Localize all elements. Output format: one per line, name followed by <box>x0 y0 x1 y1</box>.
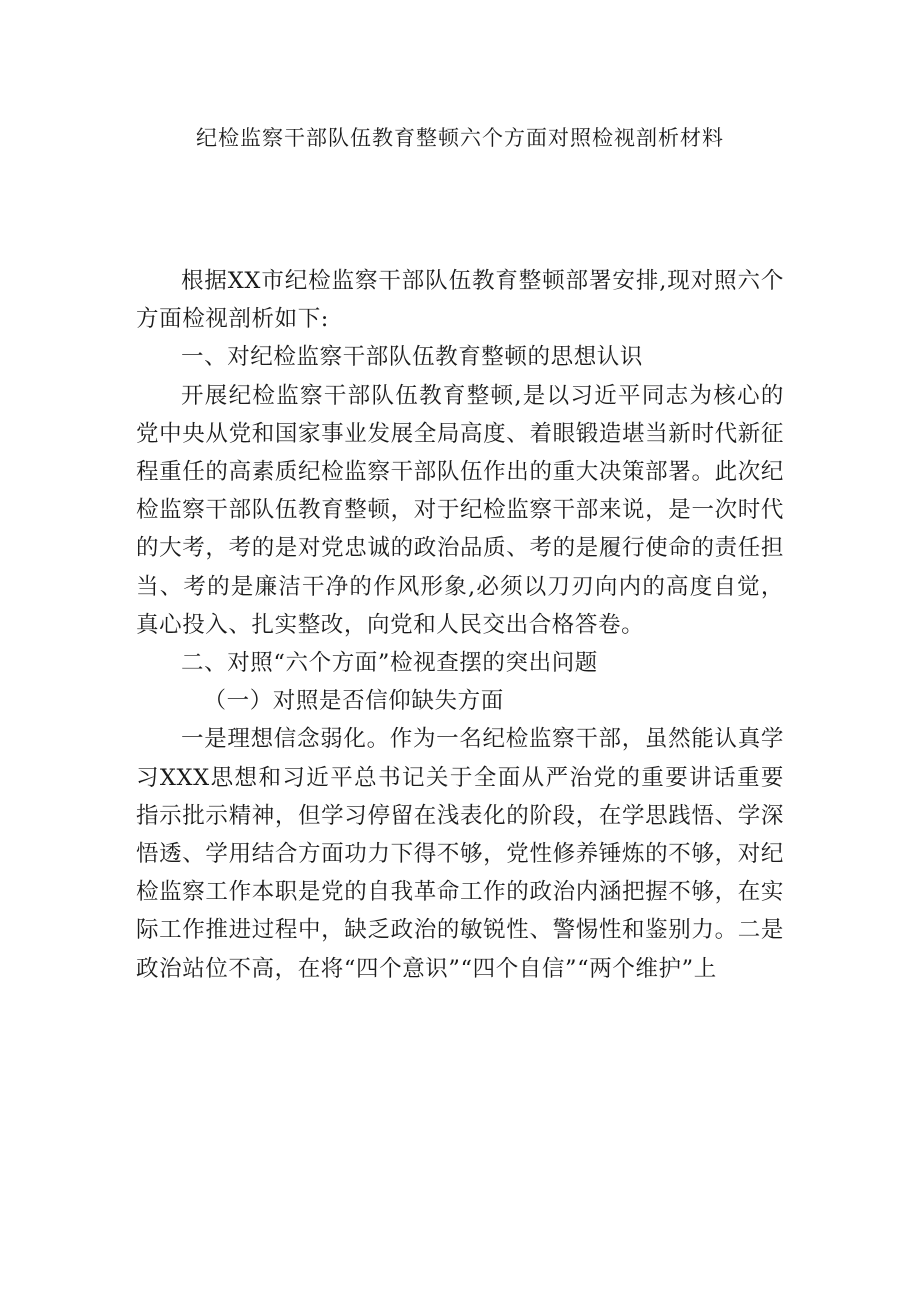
section-heading-2: 二、对照“六个方面”检视查摆的突出问题 <box>181 650 598 677</box>
body-paragraph: 一是理想信念弱化。作为一名纪检监察干部，虽然能认真学习XXX思想和习近平总书记关于全面从严治党的重要讲话重要指示批示精神，但学习停留在浅表化的阶段，在学思践悟、学深悟透、学用结合方面功力下得不够，党性修养锤炼的不够，对纪检监察工作本职是党的自我革命工作的政治内涵把握不够，在实际工作推进过程中，缺乏政治的敏锐性、警惕性和鉴别力。二是政治站位不高，在将“四个意识”“四个自信”“两个维护”上 <box>136 726 784 982</box>
document-body <box>136 262 784 988</box>
subsection-heading-1: （一）对照是否信仰缺失方面 <box>203 688 504 715</box>
document-title: 纪检监察干部队伍教育整顿六个方面对照检视剖析材料 <box>196 126 724 150</box>
section-heading-1: 一、对纪检监察干部队伍教育整顿的思想认识 <box>181 344 644 371</box>
body-paragraph: 开展纪检监察干部队伍教育整顿,是以习近平同志为核心的党中央从党和国家事业发展全局高度、着眼锻造堪当新时代新征程重任的高素质纪检监察干部队伍作出的重大决策部署。此次纪检监察干部队伍教育整顿，对于纪检监察干部来说，是一次时代的大考，考的是对党忠诚的政治品质、考的是履行使命的责任担当、考的是廉洁干净的作风形象,必须以刀刃向内的高度自觉，真心投入、扎实整改，向党和人民交出合格答卷。 <box>136 382 784 638</box>
intro-paragraph: 根据XX市纪检监察干部队伍教育整顿部署安排,现对照六个方面检视剖析如下: <box>136 268 784 333</box>
